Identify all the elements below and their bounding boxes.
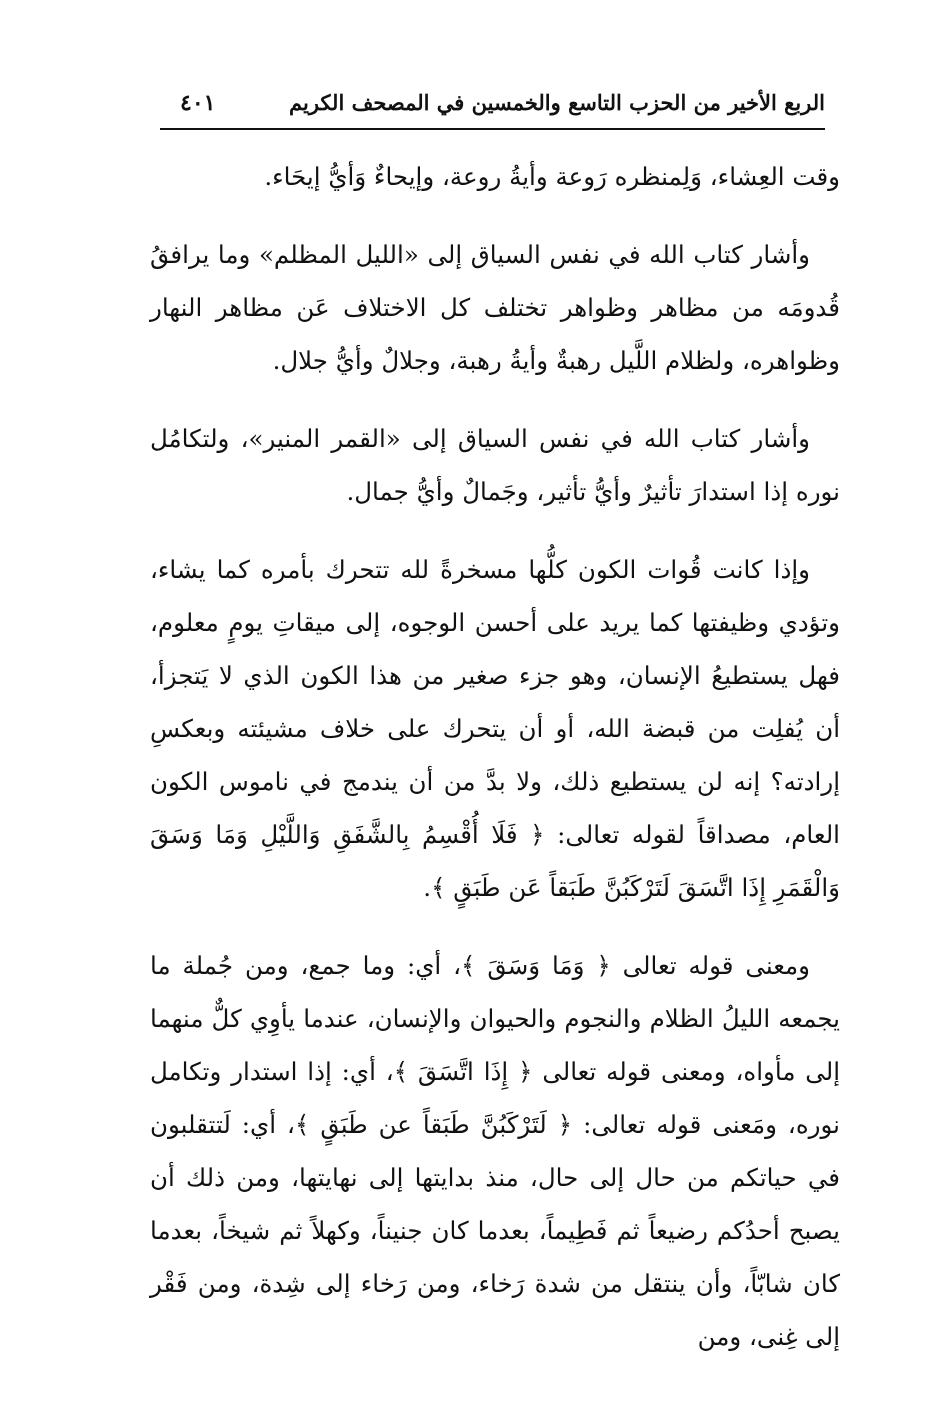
body-text (150, 150, 840, 1363)
page-number: ٤٠١ (180, 90, 216, 116)
paragraph-gap (150, 387, 840, 412)
running-title: الربع الأخير من الحزب التاسع والخمسين في المصحف الكريم (289, 90, 825, 115)
paragraph-gap (150, 203, 840, 228)
paragraph-5: ومعنى قوله تعالى ﴿ وَمَا وَسَقَ ﴾، أي: وما جمع، ومن جُملة ما يجمعه الليلُ الظلام والنجوم والحيوان والإنسان، عندما يأوِي كلٌّ منهما إلى مأواه، ومعنى قوله تعالى ﴿ إِذَا اتَّسَقَ ﴾، أي: إذا استدار وتكامل نوره، ومَعنى قوله تعالى: ﴿ لَتَرْكَبُنَّ طَبَقاً عن طَبَقٍ ﴾، أي: لَتتقلبون في حياتكم من حال إلى حال، منذ بدايتها إلى نهايتها، ومن ذلك أن يصبح أحدُكم رضيعاً ثم فَطِيماً، بعدما كان جنيناً، وكهلاً ثم شيخاً، بعدما كان شابّاً، وأن ينتقل من شدة رَخاء، ومن رَخاء إلى شِدة، ومن فَقْر إلى غِنى، ومن (150, 951, 840, 1351)
paragraph-4: وإذا كانت قُوات الكون كلُّها مسخرةً لله تتحرك بأمره كما يشاء، وتؤدي وظيفتها كما يريد على أحسن الوجوه، إلى ميقاتِ يومٍ معلوم، فهل يستطيعُ الإنسان، وهو جزء صغير من هذا الكون الذي لا يَتجزأ، أن يُفلِت من قبضة الله، أو أن يتحرك على خلاف مشيئته وبعكسِ إرادته؟ إنه لن يستطيع ذلك، ولا بدَّ من أن يندمج في ناموس الكون العام، مصداقاً لقوله تعالى: ﴿ فَلَا أُقْسِمُ بِالشَّفَقِ وَاللَّيْلِ وَمَا وَسَقَ وَالْقَمَرِ إِذَا اتَّسَقَ لَتَرْكَبُنَّ طَبَقاً عَن طَبَقٍ ﴾. (150, 555, 840, 902)
paragraph-gap (150, 518, 840, 543)
paragraph-1: وقت العِشاء، وَلِمنظره رَوعة وأيةُ روعة، وإيحاءٌ وَأيُّ إيحَاء. (264, 162, 840, 191)
paragraph-2: وأشار كتاب الله في نفس السياق إلى «الليل المظلم» وما يرافقُ قُدومَه من مظاهر وظواهر تختلف كل الاختلاف عَن مظاهر النهار وظواهره، ولظلام اللَّيل رهبةٌ وأيةُ رهبة، وجلالٌ وأيُّ جلال. (150, 240, 840, 375)
paragraph-gap (150, 914, 840, 939)
paragraph-3: وأشار كتاب الله في نفس السياق إلى «القمر المنير»، ولتكامُل نوره إذا استدارَ تأثيرٌ وأيُّ تأثير، وجَمالٌ وأيُّ جمال. (150, 424, 840, 506)
page-header (160, 88, 825, 130)
